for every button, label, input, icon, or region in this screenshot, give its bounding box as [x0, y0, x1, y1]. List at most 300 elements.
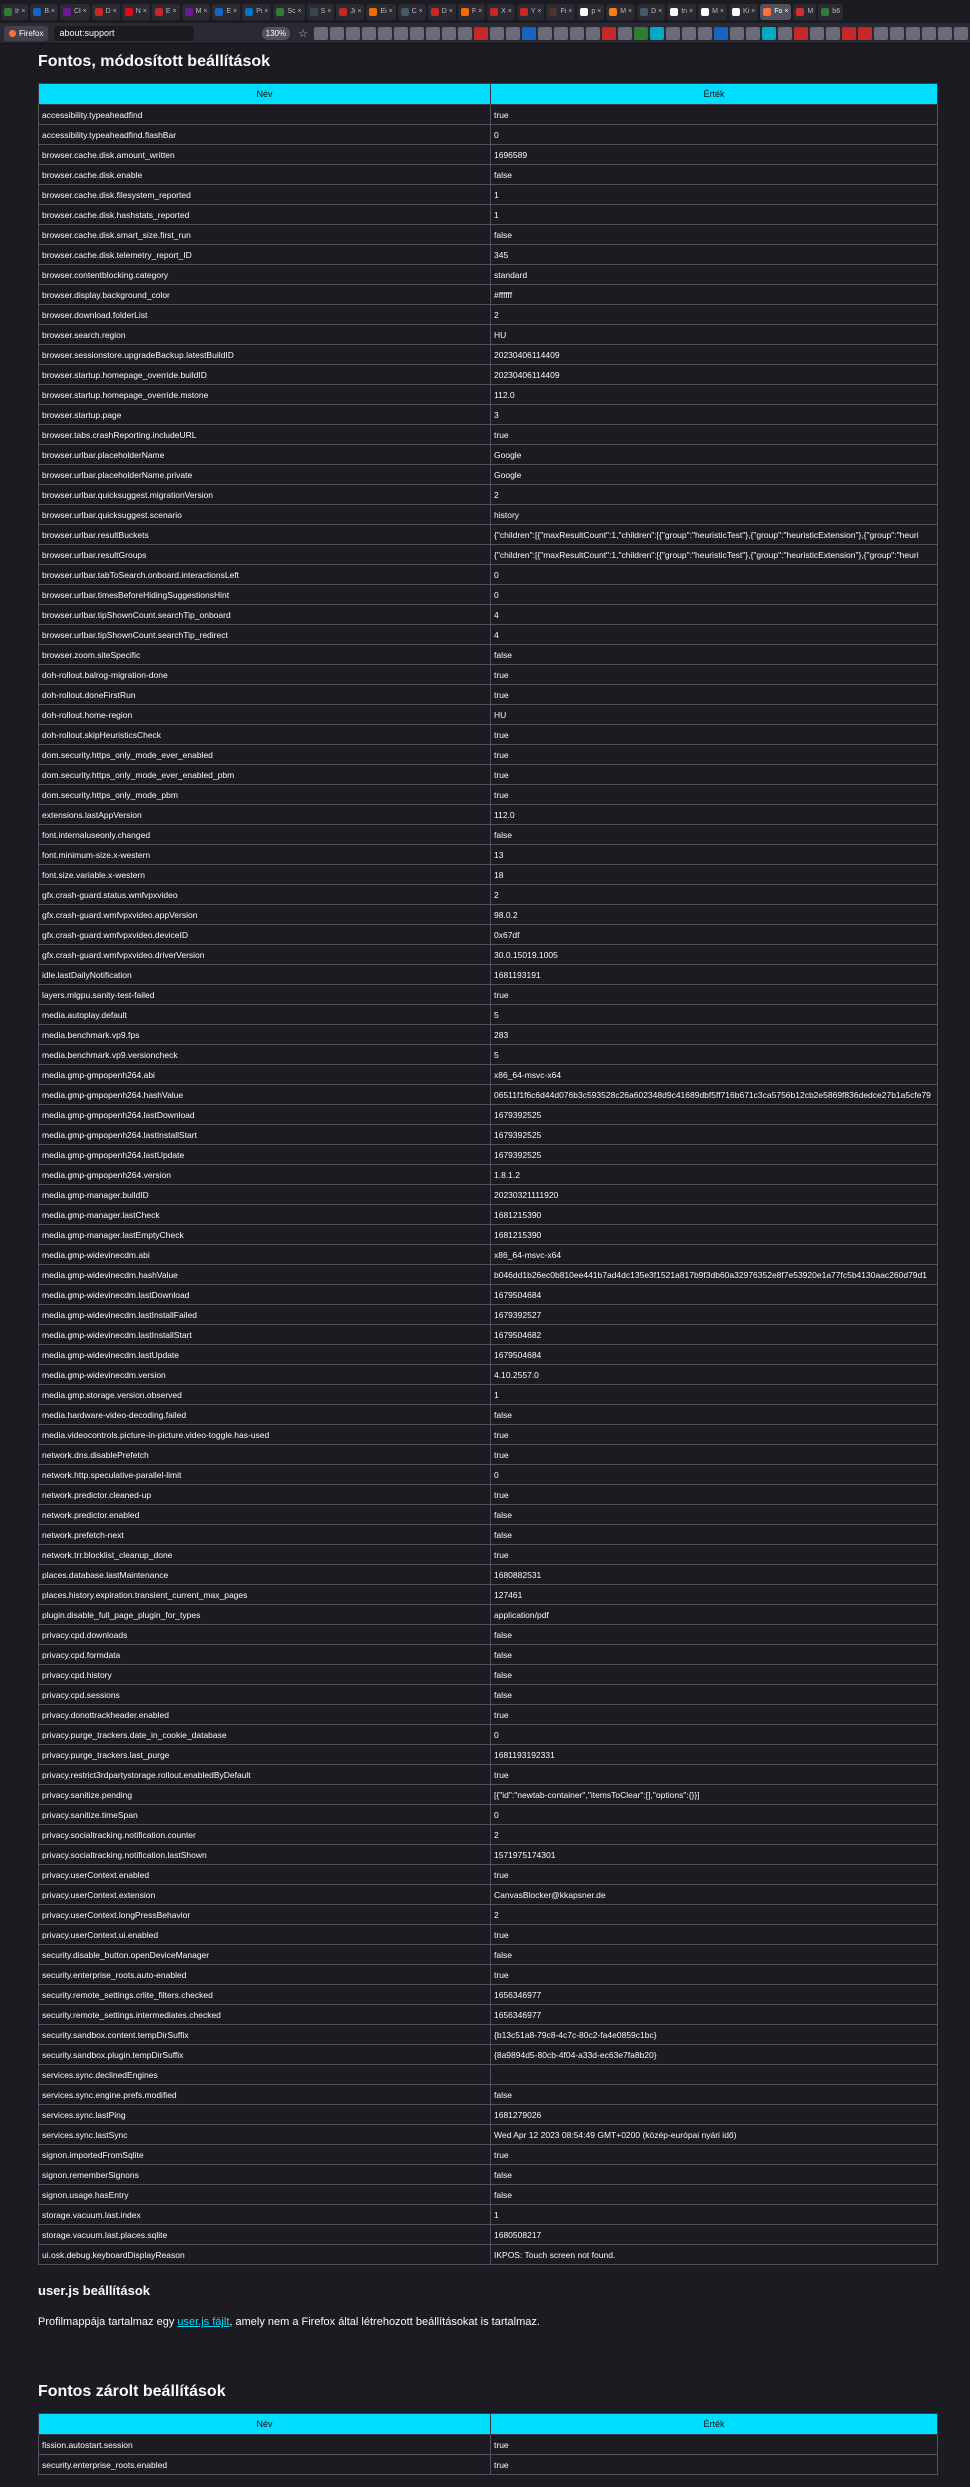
browser-tab[interactable] — [242, 4, 271, 20]
table-row — [39, 1425, 938, 1445]
pref-name-cell: browser.startup.homepage_override.mstone — [39, 385, 491, 405]
table-row — [39, 1545, 938, 1565]
pref-name-cell: browser.urlbar.placeholderName — [39, 445, 491, 465]
tab-favicon-icon — [245, 8, 253, 16]
pref-value-cell: 18 — [491, 865, 938, 885]
extension-icon[interactable] — [618, 27, 632, 40]
pref-name-cell: media.benchmark.vp9.fps — [39, 1025, 491, 1045]
table-row — [39, 1225, 938, 1245]
tab-label: b6 — [832, 8, 841, 15]
extension-icon[interactable] — [842, 27, 856, 40]
pref-name-cell: media.gmp-gmpopenh264.lastDownload — [39, 1105, 491, 1125]
table-row — [39, 605, 938, 625]
table-row — [39, 2205, 938, 2225]
column-header-name: Név — [39, 84, 491, 105]
userjs-text-after: , amely nem a Firefox által létrehozott beállításokat is tartalmaz. — [229, 2316, 540, 2328]
extension-icon[interactable] — [602, 27, 616, 40]
pref-name-cell: browser.zoom.siteSpecific — [39, 645, 491, 665]
tab-favicon-icon — [549, 8, 557, 16]
table-row — [39, 1945, 938, 1965]
browser-tab[interactable] — [667, 4, 696, 20]
extension-icon[interactable] — [506, 27, 520, 40]
extension-icon[interactable] — [458, 27, 472, 40]
pref-value-cell: 20230406114409 — [491, 365, 938, 385]
pref-value-cell: true — [491, 2145, 938, 2165]
extension-icon[interactable] — [426, 27, 440, 40]
column-header-name: Név — [39, 2414, 491, 2435]
pref-name-cell: media.gmp-gmpopenh264.version — [39, 1165, 491, 1185]
pref-value-cell: 4 — [491, 605, 938, 625]
pref-name-cell: privacy.cpd.formdata — [39, 1645, 491, 1665]
pref-name-cell: extensions.lastAppVersion — [39, 805, 491, 825]
pref-name-cell: media.gmp-widevinecdm.version — [39, 1365, 491, 1385]
extension-icon[interactable] — [410, 27, 424, 40]
table-row — [39, 825, 938, 845]
browser-tab[interactable] — [517, 4, 545, 20]
table-row — [39, 1485, 938, 1505]
browser-tab[interactable] — [1, 4, 28, 20]
pref-name-cell: browser.urlbar.timesBeforeHidingSuggestionsHint — [39, 585, 491, 605]
extension-icon[interactable] — [666, 27, 680, 40]
browser-tab[interactable] — [30, 4, 58, 20]
tab-label: Cł × — [74, 8, 87, 15]
table-row — [39, 1005, 938, 1025]
table-row — [39, 705, 938, 725]
pref-value-cell: false — [491, 2185, 938, 2205]
table-row — [39, 1885, 938, 1905]
pref-name-cell: media.gmp-gmpopenh264.lastUpdate — [39, 1145, 491, 1165]
tab-label: Y × — [530, 8, 542, 15]
browser-tab[interactable] — [212, 4, 240, 20]
userjs-heading: user.js beállítások — [38, 2283, 151, 2298]
tab-label: Fi × — [560, 8, 573, 15]
pref-name-cell: security.sandbox.plugin.tempDirSuffix — [39, 2045, 491, 2065]
table-row — [39, 2105, 938, 2125]
extension-icon[interactable] — [490, 27, 504, 40]
pref-value-cell: 4.10.2557.0 — [491, 1365, 938, 1385]
table-row — [39, 1365, 938, 1385]
table-row — [39, 1145, 938, 1165]
table-row — [39, 965, 938, 985]
pref-value-cell: standard — [491, 265, 938, 285]
pref-name-cell: ui.osk.debug.keyboardDisplayReason — [39, 2245, 491, 2265]
pref-value-cell: 5 — [491, 1005, 938, 1025]
pref-value-cell: true — [491, 425, 938, 445]
pref-value-cell: x86_64-msvc-x64 — [491, 1245, 938, 1265]
extension-icon[interactable] — [362, 27, 376, 40]
bookmark-star-icon[interactable]: ☆ — [298, 27, 308, 40]
browser-tab[interactable] — [398, 4, 426, 20]
tab-favicon-icon — [276, 8, 284, 16]
browser-tab[interactable] — [637, 4, 665, 20]
pref-name-cell: gfx.crash-guard.wmfvpxvideo.deviceID — [39, 925, 491, 945]
table-row — [39, 225, 938, 245]
extension-icon[interactable] — [474, 27, 488, 40]
browser-tab[interactable] — [182, 4, 211, 20]
pref-name-cell: privacy.userContext.extension — [39, 1885, 491, 1905]
extension-icon[interactable] — [698, 27, 712, 40]
table-row — [39, 2145, 938, 2165]
pref-name-cell: browser.urlbar.quicksuggest.scenario — [39, 505, 491, 525]
pref-name-cell: network.http.speculative-parallel-limit — [39, 1465, 491, 1485]
table-row — [39, 1785, 938, 1805]
pref-value-cell: true — [491, 2435, 938, 2455]
pref-name-cell: signon.usage.hasEntry — [39, 2185, 491, 2205]
browser-tab[interactable] — [152, 4, 180, 20]
extension-icon[interactable] — [586, 27, 600, 40]
tab-favicon-icon — [520, 8, 528, 16]
table-row — [39, 465, 938, 485]
table-row — [39, 1325, 938, 1345]
pref-name-cell: accessibility.typeaheadfind.flashBar — [39, 125, 491, 145]
pref-value-cell: 1679392525 — [491, 1125, 938, 1145]
table-row — [39, 1925, 938, 1945]
pref-value-cell: false — [491, 1525, 938, 1545]
table-header-row — [39, 2414, 938, 2435]
table-row — [39, 905, 938, 925]
tab-favicon-icon — [763, 8, 771, 16]
table-row — [39, 1165, 938, 1185]
pref-name-cell: browser.cache.disk.amount_written — [39, 145, 491, 165]
pref-name-cell: media.gmp-widevinecdm.lastUpdate — [39, 1345, 491, 1365]
pref-value-cell: Wed Apr 12 2023 08:54:49 GMT+0200 (közép-európai nyári idő) — [491, 2125, 938, 2145]
pref-name-cell: privacy.sanitize.timeSpan — [39, 1805, 491, 1825]
table-row — [39, 2165, 938, 2185]
table-row — [39, 885, 938, 905]
pref-value-cell: true — [491, 1545, 938, 1565]
table-header-row — [39, 84, 938, 105]
pref-value-cell: false — [491, 1685, 938, 1705]
table-row — [39, 745, 938, 765]
browser-tab[interactable] — [92, 4, 120, 20]
pref-name-cell: media.gmp-gmpopenh264.lastInstallStart — [39, 1125, 491, 1145]
pref-name-cell: doh-rollout.skipHeuristicsCheck — [39, 725, 491, 745]
table-row — [39, 1385, 938, 1405]
pref-value-cell: Google — [491, 445, 938, 465]
pref-name-cell: network.trr.blocklist_cleanup_done — [39, 1545, 491, 1565]
extension-icon[interactable] — [874, 27, 888, 40]
pref-value-cell: true — [491, 665, 938, 685]
pref-value-cell — [491, 2065, 938, 2085]
table-row — [39, 2225, 938, 2245]
pref-value-cell: 1679504684 — [491, 1285, 938, 1305]
pref-name-cell: security.enterprise_roots.enabled — [39, 2455, 491, 2475]
extension-icon[interactable] — [890, 27, 904, 40]
pref-value-cell: 2 — [491, 485, 938, 505]
locked-prefs-heading: Fontos zárolt beállítások — [38, 2383, 226, 2400]
extension-icon[interactable] — [570, 27, 584, 40]
pref-value-cell: 2 — [491, 1905, 938, 1925]
table-row — [39, 685, 938, 705]
extension-icon[interactable] — [714, 27, 728, 40]
pref-name-cell: browser.contentblocking.category — [39, 265, 491, 285]
identity-button[interactable] — [4, 26, 48, 41]
tab-label: F × — [471, 8, 483, 15]
browser-tab[interactable] — [793, 4, 816, 20]
extension-icon[interactable] — [378, 27, 392, 40]
pref-value-cell: 1679392527 — [491, 1305, 938, 1325]
table-row — [39, 1085, 938, 1105]
table-row — [39, 865, 938, 885]
pref-value-cell: 112.0 — [491, 805, 938, 825]
table-row — [39, 1025, 938, 1045]
userjs-text-before: Profilmappája tartalmaz egy — [38, 2316, 178, 2328]
pref-value-cell: 0 — [491, 1465, 938, 1485]
pref-value-cell: {8a9894d5-80cb-4f04-a33d-ec63e7fa8b20} — [491, 2045, 938, 2065]
browser-tab[interactable] — [458, 4, 485, 20]
pref-name-cell: media.gmp.storage.version.observed — [39, 1385, 491, 1405]
pref-name-cell: media.gmp-widevinecdm.lastInstallStart — [39, 1325, 491, 1345]
pref-name-cell: dom.security.https_only_mode_pbm — [39, 785, 491, 805]
browser-tab[interactable] — [307, 4, 335, 20]
pref-value-cell: {"children":[{"maxResultCount":1,"children":[{"group":"heuristicTest"},{"group":"heuristicExtension"},{"group":"heuri — [491, 545, 938, 565]
table-row — [39, 985, 938, 1005]
pref-name-cell: browser.download.folderList — [39, 305, 491, 325]
table-row — [39, 1685, 938, 1705]
table-row — [39, 1105, 938, 1125]
table-row — [39, 345, 938, 365]
pref-name-cell: security.sandbox.content.tempDirSuffix — [39, 2025, 491, 2045]
table-row — [39, 625, 938, 645]
pref-name-cell: services.sync.lastPing — [39, 2105, 491, 2125]
table-row — [39, 1745, 938, 1765]
pref-name-cell: doh-rollout.doneFirstRun — [39, 685, 491, 705]
pref-name-cell: privacy.cpd.history — [39, 1665, 491, 1685]
extension-icon[interactable] — [922, 27, 936, 40]
pref-name-cell: services.sync.declinedEngines — [39, 2065, 491, 2085]
table-row — [39, 125, 938, 145]
navigation-toolbar — [0, 23, 970, 44]
extension-icon[interactable] — [730, 27, 744, 40]
pref-value-cell: false — [491, 1665, 938, 1685]
extension-icon[interactable] — [554, 27, 568, 40]
browser-tab[interactable] — [122, 4, 150, 20]
pref-name-cell: security.enterprise_roots.auto-enabled — [39, 1965, 491, 1985]
pref-value-cell: Google — [491, 465, 938, 485]
tab-label: D × — [441, 8, 453, 15]
extension-icon[interactable] — [394, 27, 408, 40]
pref-value-cell: 0x67df — [491, 925, 938, 945]
browser-tab[interactable] — [428, 4, 456, 20]
table-row — [39, 1645, 938, 1665]
extension-icon[interactable] — [442, 27, 456, 40]
pref-name-cell: dom.security.https_only_mode_ever_enabled — [39, 745, 491, 765]
address-bar-input[interactable] — [54, 26, 193, 41]
extension-icon[interactable] — [538, 27, 552, 40]
tab-label: X × — [501, 8, 512, 15]
table-row — [39, 1905, 938, 1925]
extension-icon[interactable] — [954, 27, 968, 40]
table-row — [39, 1525, 938, 1545]
extension-icon[interactable] — [858, 27, 872, 40]
pref-name-cell: signon.importedFromSqlite — [39, 2145, 491, 2165]
tab-label: B × — [44, 8, 56, 15]
pref-name-cell: privacy.socialtracking.notification.lastShown — [39, 1845, 491, 1865]
pref-name-cell: browser.cache.disk.smart_size.first_run — [39, 225, 491, 245]
pref-value-cell: true — [491, 985, 938, 1005]
browser-tab[interactable] — [729, 4, 758, 20]
table-row — [39, 1725, 938, 1745]
pref-name-cell: media.gmp-widevinecdm.hashValue — [39, 1265, 491, 1285]
tab-label: Fo × — [774, 8, 789, 15]
pref-name-cell: places.history.expiration.transient_current_max_pages — [39, 1585, 491, 1605]
table-row — [39, 925, 938, 945]
table-row — [39, 1305, 938, 1325]
browser-tab[interactable] — [546, 4, 575, 20]
table-row — [39, 1625, 938, 1645]
extension-icon[interactable] — [634, 27, 648, 40]
table-row — [39, 1265, 938, 1285]
browser-tab[interactable] — [60, 4, 90, 20]
pref-name-cell: media.benchmark.vp9.versioncheck — [39, 1045, 491, 1065]
pref-value-cell: x86_64-msvc-x64 — [491, 1065, 938, 1085]
pref-value-cell: true — [491, 1765, 938, 1785]
table-row — [39, 285, 938, 305]
extension-icon[interactable] — [330, 27, 344, 40]
pref-value-cell: 0 — [491, 1725, 938, 1745]
pref-name-cell: browser.urlbar.tipShownCount.searchTip_onboard — [39, 605, 491, 625]
table-row — [39, 945, 938, 965]
pref-value-cell: false — [491, 1405, 938, 1425]
table-row — [39, 2125, 938, 2145]
tab-label: S × — [320, 8, 332, 15]
extension-icon[interactable] — [746, 27, 760, 40]
browser-tab[interactable] — [273, 4, 304, 20]
pref-value-cell: 345 — [491, 245, 938, 265]
table-row — [39, 845, 938, 865]
pref-value-cell: 1679504682 — [491, 1325, 938, 1345]
pref-name-cell: security.disable_button.openDeviceManager — [39, 1945, 491, 1965]
browser-tab[interactable] — [606, 4, 635, 20]
pref-value-cell: false — [491, 2085, 938, 2105]
pref-value-cell: false — [491, 1625, 938, 1645]
extension-icon[interactable] — [826, 27, 840, 40]
pref-name-cell: privacy.userContext.longPressBehavior — [39, 1905, 491, 1925]
table-row — [39, 2245, 938, 2265]
pref-value-cell: true — [491, 1705, 938, 1725]
table-row — [39, 785, 938, 805]
table-row — [39, 105, 938, 125]
pref-value-cell: 1656346977 — [491, 1985, 938, 2005]
browser-tab[interactable] — [760, 4, 791, 20]
browser-tab[interactable] — [818, 4, 843, 20]
table-row — [39, 545, 938, 565]
pref-value-cell: true — [491, 725, 938, 745]
table-row — [39, 205, 938, 225]
extension-icon[interactable] — [778, 27, 792, 40]
modified-prefs-heading: Fontos, módosított beállítások — [38, 53, 271, 70]
pref-value-cell: 1681279026 — [491, 2105, 938, 2125]
pref-value-cell: b046dd1b26ec0b810ee441b7ad4dc135e3f1521a817b9f3db60a32976352e8f7e53920e1a77fc5b4130aac260d79d1 — [491, 1265, 938, 1285]
tab-label: p × — [591, 8, 602, 15]
browser-tab[interactable] — [366, 4, 395, 20]
pref-value-cell: 0 — [491, 565, 938, 585]
extension-icon[interactable] — [522, 27, 536, 40]
tab-favicon-icon — [732, 8, 740, 16]
pref-name-cell: font.minimum-size.x-western — [39, 845, 491, 865]
locked-prefs-body — [39, 2435, 938, 2475]
pref-value-cell: 20230406114409 — [491, 345, 938, 365]
browser-tab[interactable] — [487, 4, 515, 20]
table-row — [39, 405, 938, 425]
extension-icon[interactable] — [810, 27, 824, 40]
tab-label: Pi × — [256, 8, 269, 15]
pref-value-cell: 1679392525 — [491, 1145, 938, 1165]
zoom-indicator-button[interactable] — [262, 27, 290, 40]
pref-value-cell: true — [491, 1445, 938, 1465]
browser-tab[interactable] — [336, 4, 364, 20]
pref-value-cell: 1696589 — [491, 145, 938, 165]
pref-name-cell: browser.display.background_color — [39, 285, 491, 305]
pref-name-cell: browser.urlbar.placeholderName.private — [39, 465, 491, 485]
pref-name-cell: network.dns.disablePrefetch — [39, 1445, 491, 1465]
extension-icon[interactable] — [906, 27, 920, 40]
pref-name-cell: storage.vacuum.last.index — [39, 2205, 491, 2225]
table-row — [39, 1205, 938, 1225]
extension-icon[interactable] — [938, 27, 952, 40]
extension-icon[interactable] — [346, 27, 360, 40]
pref-value-cell: 06511f1f6c6d44d076b3c593528c26a602348d9c41689dbf5ff716b671c3ca5756b12cb2e5869f836dedce27b1a5cfe79 — [491, 1085, 938, 1105]
pref-name-cell: security.remote_settings.intermediates.checked — [39, 2005, 491, 2025]
browser-tab[interactable] — [577, 4, 604, 20]
table-row — [39, 1125, 938, 1145]
pref-value-cell: 1 — [491, 1385, 938, 1405]
pref-value-cell: 1680882531 — [491, 1565, 938, 1585]
tab-label: C × — [411, 8, 423, 15]
tab-favicon-icon — [185, 8, 193, 16]
table-row — [39, 1705, 938, 1725]
modified-prefs-table — [38, 83, 938, 2265]
pref-name-cell: signon.rememberSignons — [39, 2165, 491, 2185]
pref-name-cell: media.autoplay.default — [39, 1005, 491, 1025]
table-row — [39, 1185, 938, 1205]
pref-name-cell: places.database.lastMaintenance — [39, 1565, 491, 1585]
pref-name-cell: browser.cache.disk.telemetry_report_ID — [39, 245, 491, 265]
table-row — [39, 165, 938, 185]
tab-label: Sc × — [287, 8, 302, 15]
tab-label: Ei × — [380, 8, 393, 15]
pref-value-cell: {"children":[{"maxResultCount":1,"children":[{"group":"heuristicTest"},{"group":"heuristicExtension"},{"group":"heuri — [491, 525, 938, 545]
pref-value-cell: 0 — [491, 1805, 938, 1825]
extension-icon[interactable] — [794, 27, 808, 40]
table-row — [39, 1805, 938, 1825]
extension-icon[interactable] — [650, 27, 664, 40]
pref-value-cell: #ffffff — [491, 285, 938, 305]
table-row — [39, 1565, 938, 1585]
tab-favicon-icon — [33, 8, 41, 16]
pref-name-cell: privacy.purge_trackers.date_in_cookie_database — [39, 1725, 491, 1745]
table-row — [39, 725, 938, 745]
pref-name-cell: privacy.purge_trackers.last_purge — [39, 1745, 491, 1765]
extension-icon[interactable] — [682, 27, 696, 40]
table-row — [39, 2085, 938, 2105]
pref-name-cell: browser.urlbar.resultBuckets — [39, 525, 491, 545]
extension-icon[interactable] — [762, 27, 776, 40]
pref-value-cell: true — [491, 1925, 938, 1945]
pref-name-cell: privacy.cpd.sessions — [39, 1685, 491, 1705]
pref-name-cell: gfx.crash-guard.wmfvpxvideo.driverVersion — [39, 945, 491, 965]
pref-value-cell: 112.0 — [491, 385, 938, 405]
browser-tab[interactable] — [698, 4, 727, 20]
pref-name-cell: privacy.restrict3rdpartystorage.rollout.enabledByDefault — [39, 1765, 491, 1785]
table-row — [39, 365, 938, 385]
pref-name-cell: plugin.disable_full_page_plugin_for_types — [39, 1605, 491, 1625]
userjs-file-link[interactable]: user.js fájlt — [177, 2316, 230, 2328]
column-header-value: Érték — [491, 2414, 938, 2435]
pref-value-cell: 1571975174301 — [491, 1845, 938, 1865]
userjs-description — [38, 2316, 938, 2328]
extension-icon[interactable] — [314, 27, 328, 40]
